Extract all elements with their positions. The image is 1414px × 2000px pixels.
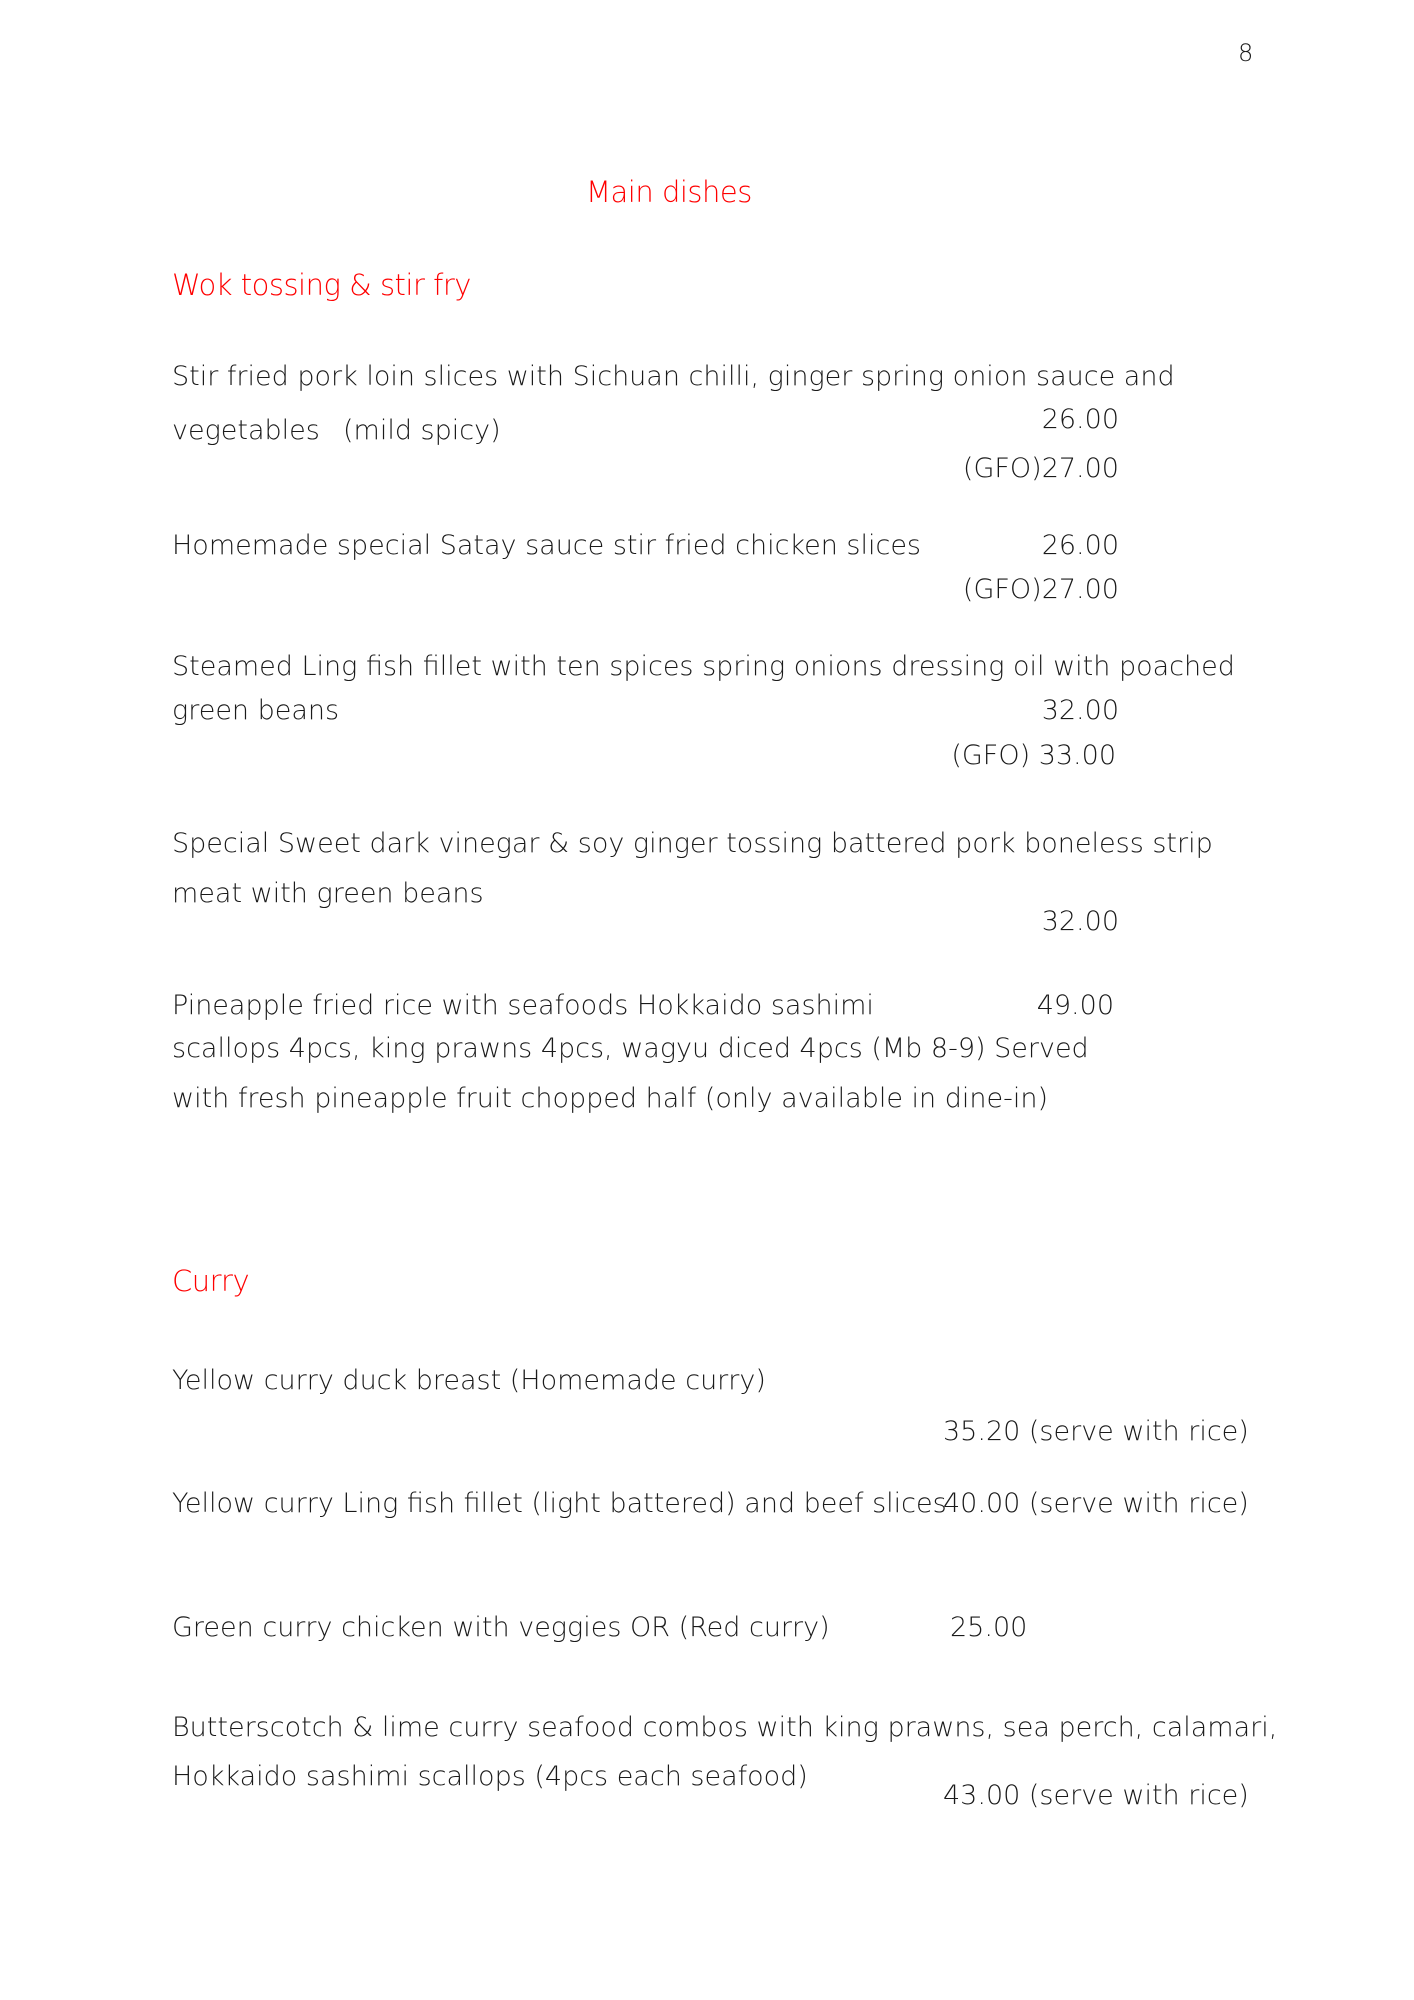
item-description: Yellow curry duck breast (Homemade curry) (172, 1365, 766, 1396)
item-description: with fresh pineapple fruit chopped half (only available in dine-in) (172, 1083, 1048, 1114)
item-price-gfo: (GFO)27.00 (962, 453, 1119, 484)
item-description: Green curry chicken with veggies OR (Red curry) (172, 1612, 830, 1643)
item-price-gfo: (GFO) 33.00 (951, 740, 1116, 771)
item-price: 26.00 (1041, 530, 1119, 561)
item-description: Yellow curry Ling fish fillet (light battered) and beef slices (172, 1488, 947, 1519)
item-price: 25.00 (950, 1612, 1028, 1643)
item-description: meat with green beans (172, 878, 484, 909)
item-description: green beans (172, 695, 340, 726)
item-description: Steamed Ling fish fillet with ten spices spring onions dressing oil with poached (172, 651, 1235, 682)
item-description: Stir fried pork loin slices with Sichuan chilli, ginger spring onion sauce and (172, 361, 1175, 392)
item-description: Hokkaido sashimi scallops (4pcs each seafood) (172, 1761, 808, 1792)
item-description: Special Sweet dark vinegar & soy ginger tossing battered pork boneless strip (172, 828, 1213, 859)
item-price: 32.00 (1041, 695, 1119, 726)
section-heading-curry: Curry (172, 1264, 250, 1298)
item-price: 49.00 (1036, 990, 1114, 1021)
item-price: 35.20 (serve with rice) (943, 1416, 1249, 1447)
item-description: Butterscotch & lime curry seafood combos with king prawns, sea perch, calamari, (172, 1712, 1278, 1743)
spice-note: (mild spicy) (343, 415, 501, 446)
item-price: 43.00 (serve with rice) (943, 1780, 1249, 1811)
item-price-gfo: (GFO)27.00 (962, 574, 1119, 605)
item-description: vegetables (172, 415, 320, 446)
page-title: Main dishes (586, 175, 752, 209)
item-price: 26.00 (1041, 404, 1119, 435)
page-number: 8 (1238, 39, 1254, 67)
item-price: 40.00 (serve with rice) (943, 1488, 1249, 1519)
section-heading-wok: Wok tossing & stir fry (172, 268, 471, 302)
item-description: scallops 4pcs, king prawns 4pcs, wagyu diced 4pcs (Mb 8-9) Served (172, 1033, 1089, 1064)
item-price: 32.00 (1041, 906, 1119, 937)
item-description: Pineapple fried rice with seafoods Hokkaido sashimi (172, 990, 874, 1021)
item-description: Homemade special Satay sauce stir fried chicken slices (172, 530, 921, 561)
